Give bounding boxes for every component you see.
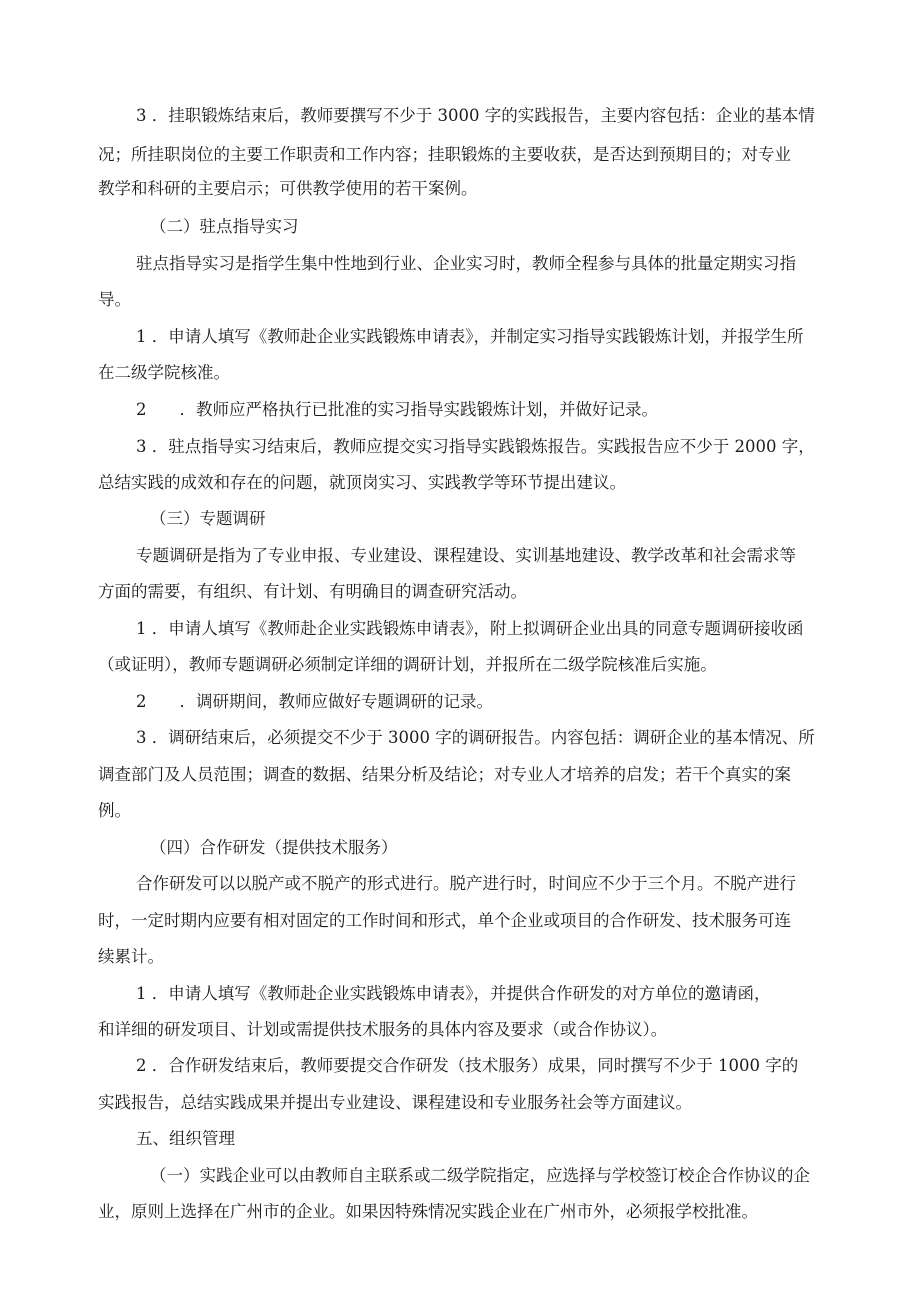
text-line: 例。: [98, 801, 131, 820]
section-heading: （四）合作研发（提供技术服务）: [150, 838, 398, 857]
text-line: 3 ．驻点指导实习结束后，教师应提交实习指导实践锻炼报告。实践报告应不少于 2000 字，: [136, 437, 815, 456]
text-line: 驻点指导实习是指学生集中性地到行业、企业实习时，教师全程参与具体的批量定期实习指: [136, 254, 796, 273]
text-line: 方面的需要，有组织、有计划、有明确目的调查研究活动。: [98, 582, 527, 601]
text-line: 2 ．调研期间，教师应做好专题调研的记录。: [136, 692, 493, 711]
text-line: 合作研发可以以脱产或不脱产的形式进行。脱产进行时，时间应不少于三个月。不脱产进行: [136, 874, 796, 893]
text-line: 续累计。: [98, 947, 164, 966]
text-line: （一）实践企业可以由教师自主联系或二级学院指定，应选择与学校签订校企合作协议的企: [150, 1166, 810, 1185]
text-line: 1 ．申请人填写《教师赴企业实践锻炼申请表》，附上拟调研企业出具的同意专题调研接收函: [136, 619, 804, 638]
text-line: 和详细的研发项目、计划或需提供技术服务的具体内容及要求（或合作协议）。: [98, 1020, 668, 1039]
section-heading: 五、组织管理: [136, 1129, 235, 1148]
text-line: 3 ．挂职锻炼结束后，教师要撰写不少于 3000 字的实践报告，主要内容包括：企业的基本情: [136, 106, 815, 125]
text-line: 时，一定时期内应要有相对固定的工作时间和形式，单个企业或项目的合作研发、技术服务可连: [98, 911, 791, 930]
text-line: 3 ．调研结束后，必须提交不少于 3000 字的调研报告。内容包括：调研企业的基本情况、所: [136, 728, 815, 747]
text-line: 2 ．合作研发结束后，教师要提交合作研发（技术服务）成果，同时撰写不少于 1000 字的: [136, 1056, 799, 1075]
section-heading: （三）专题调研: [150, 509, 266, 528]
text-line: 教学和科研的主要启示；可供教学使用的若干案例。: [98, 179, 478, 198]
text-line: 总结实践的成效和存在的问题，就顶岗实习、实践教学等环节提出建议。: [98, 473, 626, 492]
text-line: 1 ．申请人填写《教师赴企业实践锻炼申请表》，并提供合作研发的对方单位的邀请函，: [136, 984, 771, 1003]
text-line: 调查部门及人员范围；调查的数据、结果分析及结论；对专业人才培养的启发；若干个真实的案: [98, 765, 791, 784]
text-line: 导。: [98, 290, 131, 309]
text-line: 2 ．教师应严格执行已批准的实习指导实践锻炼计划，并做好记录。: [136, 400, 658, 419]
section-heading: （二）驻点指导实习: [150, 217, 299, 236]
text-line: （或证明），教师专题调研必须制定详细的调研计划，并报所在二级学院核准后实施。: [98, 655, 717, 674]
text-line: 业，原则上选择在广州市的企业。如果因特殊情况实践企业在广州市外，必须报学校批准。: [98, 1202, 758, 1221]
text-line: 专题调研是指为了专业申报、专业建设、课程建设、实训基地建设、教学改革和社会需求等: [136, 546, 796, 565]
text-line: 在二级学院核准。: [98, 363, 230, 382]
text-line: 1 ．申请人填写《教师赴企业实践锻炼申请表》，并制定实习指导实践锻炼计划，并报学生所: [136, 327, 804, 346]
text-line: 实践报告，总结实践成果并提出专业建设、课程建设和专业服务社会等方面建议。: [98, 1093, 692, 1112]
text-line: 况；所挂职岗位的主要工作职责和工作内容；挂职锻炼的主要收获，是否达到预期目的；对专业: [98, 145, 791, 164]
